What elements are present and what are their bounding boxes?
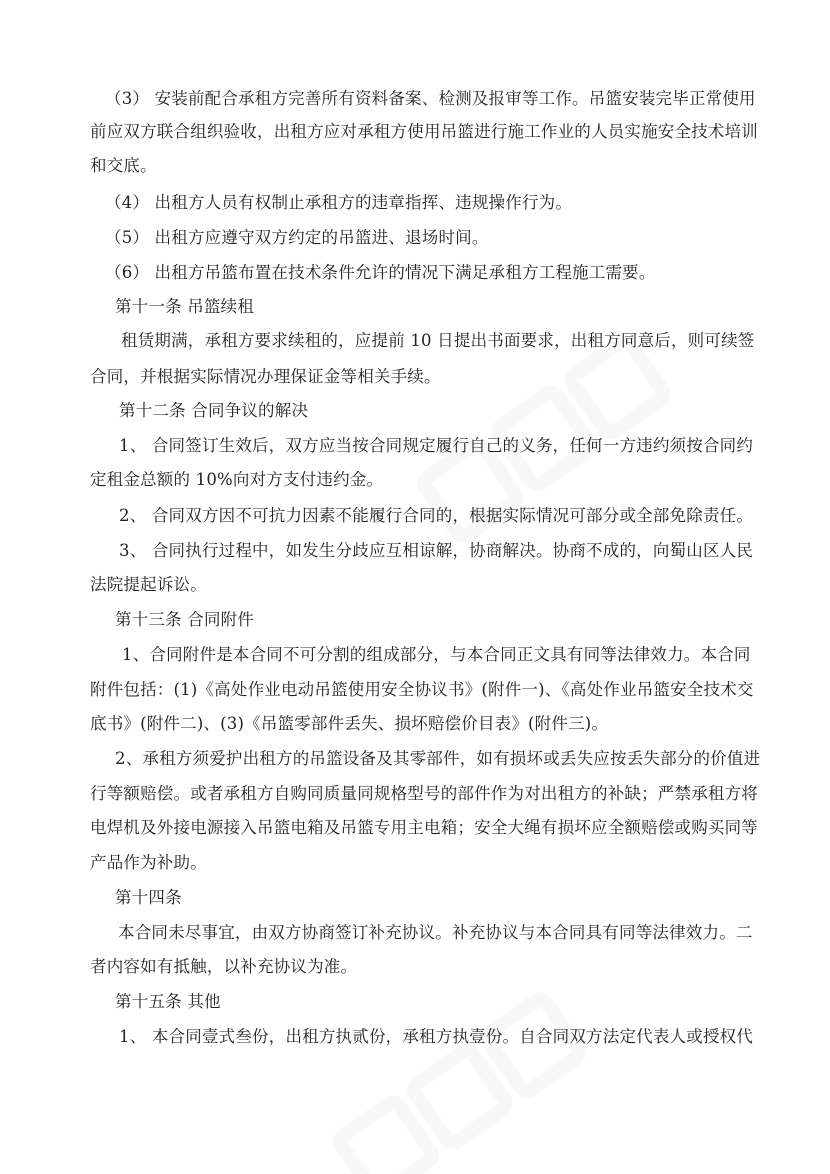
- section-heading: 第十一条 吊篮续租: [115, 297, 255, 316]
- text-line: 产品作为补助。: [90, 853, 207, 872]
- section-heading: 第十二条 合同争议的解决: [119, 401, 309, 420]
- text-line: （5） 出租方应遵守双方约定的吊篮进、退场时间。: [105, 228, 489, 247]
- text-line: 底书》(附件二)、(3)《吊篮零部件丢失、损坏赔偿价目表》(附件三)。: [90, 714, 609, 733]
- text-line: 法院提起诉讼。: [90, 575, 207, 594]
- text-line: 定租金总额的 10%向对方支付违约金。: [90, 470, 384, 489]
- text-line: 1、 合同签订生效后，双方应当按合同规定履行自己的义务，任何一方违约须按合同约: [119, 436, 754, 455]
- text-line: 2、承租方须爱护出租方的吊篮设备及其零部件，如有损坏或丢失应按丢失部分的价值进: [115, 749, 761, 768]
- section-heading: 第十四条: [115, 888, 182, 907]
- text-line: 本合同未尽事宜，由双方协商签订补充协议。补充协议与本合同具有同等法律效力。二: [118, 923, 753, 942]
- text-line: 3、 合同执行过程中，如发生分歧应互相谅解，协商解决。协商不成的，向蜀山区人民: [119, 541, 754, 560]
- text-line: （6） 出租方吊篮布置在技术条件允许的情况下满足承租方工程施工需要。: [105, 263, 656, 282]
- text-line: 者内容如有抵触，以补充协议为准。: [90, 957, 358, 976]
- section-heading: 第十五条 其他: [115, 992, 221, 1011]
- section-heading: 第十三条 合同附件: [115, 610, 255, 629]
- text-line: 电焊机及外接电源接入吊篮电箱及吊篮专用主电箱；安全大绳有损坏应全额赔偿或购买同等: [90, 818, 758, 837]
- text-line: 附件包括：(1)《高处作业电动吊篮使用安全协议书》(附件一)、《高处作业吊篮安全技术交: [90, 680, 754, 699]
- text-line: 行等额赔偿。或者承租方自购同质量同规格型号的部件作为对出租方的补缺；严禁承租方将: [90, 784, 758, 803]
- text-line: 1、合同附件是本合同不可分割的组成部分，与本合同正文具有同等法律效力。本合同: [122, 645, 751, 664]
- text-line: 2、 合同双方因不可抗力因素不能履行合同的，根据实际情况可部分或全部免除责任。: [119, 506, 754, 525]
- text-line: （4） 出租方人员有权制止承租方的违章指挥、违规操作行为。: [105, 193, 573, 212]
- text-line: 租赁期满，承租方要求续租的，应提前 10 日提出书面要求，出租方同意后，则可续签: [121, 331, 755, 350]
- text-line: （3） 安装前配合承租方完善所有资料备案、检测及报审等工作。吊篮安装完毕正常使用: [105, 89, 756, 108]
- text-line: 合同，并根据实际情况办理保证金等相关手续。: [90, 367, 441, 386]
- text-line: 前应双方联合组织验收，出租方应对承租方使用吊篮进行施工作业的人员实施安全技术培训: [90, 122, 758, 141]
- text-line: 和交底。: [90, 156, 157, 175]
- text-line: 1、 本合同壹式叁份，出租方执贰份，承租方执壹份。自合同双方法定代表人或授权代: [119, 1027, 754, 1046]
